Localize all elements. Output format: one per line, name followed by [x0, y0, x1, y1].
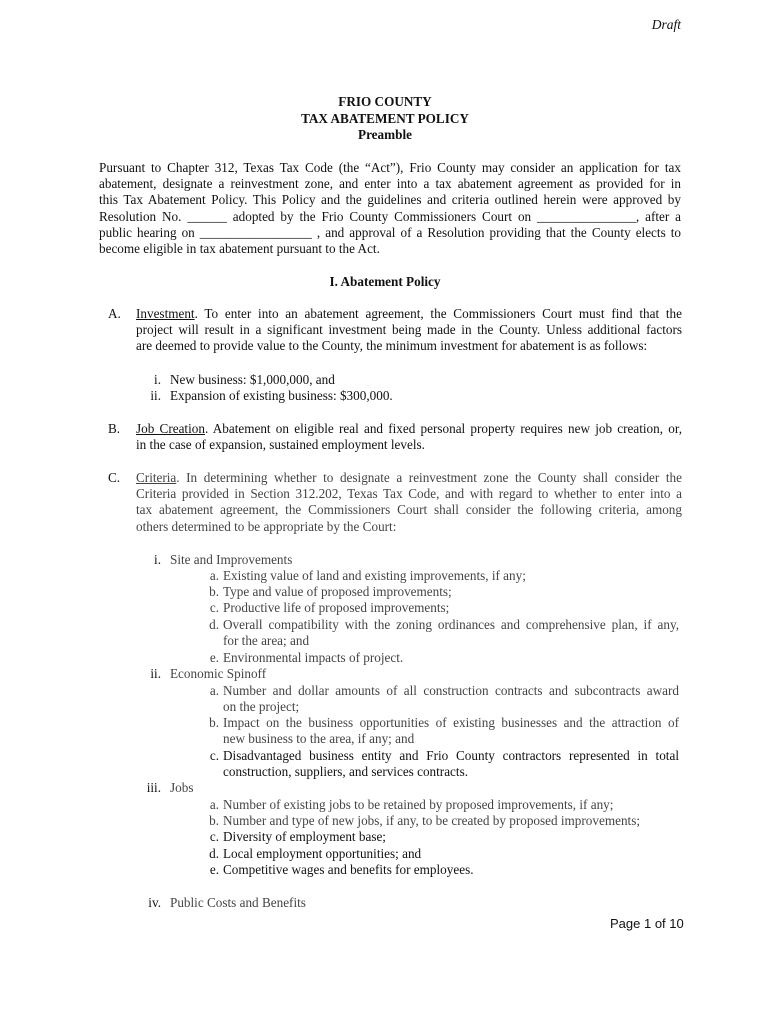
preamble-paragraph	[99, 160, 681, 257]
criteria-letter: e.	[209, 862, 219, 877]
criteria-text: Existing value of land and existing improvements, if any;	[223, 568, 526, 583]
item-line: others determined to be appropriate by the Court:	[136, 518, 397, 534]
title-preamble: Preamble	[358, 127, 412, 142]
item-line: project will result in a significant investment being made in the County. Unless additional factors	[136, 322, 682, 338]
item-line: . Abatement on eligible real and fixed personal property requires new job creation, or,	[204, 421, 682, 436]
subitem-text: New business: $1,000,000, and	[170, 372, 335, 387]
item-marker: A.	[108, 306, 121, 321]
item-marker: C.	[108, 470, 121, 485]
section-heading: I. Abatement Policy	[329, 274, 441, 289]
criteria-letter: d.	[209, 617, 219, 632]
criteria-text: Diversity of employment base;	[223, 829, 386, 844]
subitem-number: iv.	[148, 895, 161, 910]
criteria-text: Overall compatibility with the zoning ordinances and comprehensive plan, if any,	[223, 617, 679, 632]
subitem-number: i.	[154, 552, 161, 567]
criteria-letter: c.	[209, 748, 219, 763]
criteria-letter: b.	[209, 584, 219, 599]
document-title	[0, 94, 770, 144]
criteria-text: Environmental impacts of project.	[223, 650, 404, 665]
preamble-line: become eligible in tax abatement pursuant to the Act.	[99, 241, 380, 257]
preamble-line: this Tax Abatement Policy. This Policy and the guidelines and criteria outlined herein were approved by	[99, 192, 681, 208]
criteria-letter: a.	[209, 568, 219, 583]
item-title: Investment	[136, 306, 195, 321]
item-title: Job Creation	[136, 421, 205, 436]
criteria-letter: d.	[209, 846, 219, 861]
item-job-creation	[108, 421, 682, 453]
criteria-text: for the area; and	[223, 633, 310, 648]
subitem-text: Site and Improvements	[170, 552, 293, 567]
criteria-text: Disadvantaged business entity and Frio County contractors represented in total	[223, 748, 679, 763]
item-line: Criteria provided in Section 312.202, Texas Tax Code, and with regard to whether to enter into a	[136, 486, 682, 502]
title-policy: TAX ABATEMENT POLICY	[301, 110, 469, 126]
preamble-line: abatement, designate a reinvestment zone, and enter into a tax abatement agreement as provided for in	[99, 176, 681, 192]
subitem-number: ii.	[150, 666, 161, 681]
item-line: in the case of expansion, sustained employment levels.	[136, 437, 425, 453]
item-marker: B.	[108, 421, 121, 436]
subitem-text: Jobs	[170, 780, 194, 795]
item-line: . In determining whether to designate a reinvestment zone the County shall consider the	[176, 470, 682, 485]
criteria-letter: c.	[209, 600, 219, 615]
title-county: FRIO COUNTY	[338, 94, 432, 109]
subitem-text: Economic Spinoff	[170, 666, 267, 681]
item-line: tax abatement agreement, the Commissioners Court shall consider the following criteria, among	[136, 502, 682, 518]
subitem-text: Public Costs and Benefits	[170, 895, 306, 910]
preamble-line: public hearing on _________________ , and approval of a Resolution providing that the County elects to	[99, 224, 681, 240]
criteria-text: Number and type of new jobs, if any, to be created by proposed improvements;	[223, 813, 641, 828]
preamble-line: Resolution No. ______ adopted by the Frio County Commissioners Court on _______________, after a	[99, 208, 681, 224]
item-criteria	[108, 470, 682, 535]
draft-label: Draft	[651, 17, 681, 32]
criteria-letter: b.	[209, 813, 219, 828]
criteria-text: Number and dollar amounts of all construction contracts and subcontracts award	[223, 683, 679, 698]
criteria-letter: a.	[209, 683, 219, 698]
criteria-letter: b.	[209, 715, 219, 730]
criteria-text: construction, suppliers, and services contracts.	[223, 764, 468, 779]
page-number: Page 1 of 10	[610, 916, 684, 931]
preamble-line: Pursuant to Chapter 312, Texas Tax Code (the “Act”), Frio County may consider an application for tax	[99, 160, 681, 175]
criteria-text: Type and value of proposed improvements;	[223, 584, 452, 599]
criteria-text: Competitive wages and benefits for employees.	[223, 862, 474, 877]
subitem-text: Expansion of existing business: $300,000.	[170, 388, 393, 403]
subitem-number: i.	[154, 372, 161, 387]
criteria-text: Productive life of proposed improvements;	[223, 600, 450, 615]
criteria-letter: a.	[209, 797, 219, 812]
subitem-number: iii.	[146, 780, 161, 795]
item-line: . To enter into an abatement agreement, the Commissioners Court must find that the	[194, 306, 682, 321]
criteria-letter: e.	[209, 650, 219, 665]
criteria-text: on the project;	[223, 699, 300, 714]
item-line: are deemed to provide value to the County, the minimum investment for abatement is as follows:	[136, 338, 648, 354]
criteria-text: Number of existing jobs to be retained by proposed improvements, if any;	[223, 797, 614, 812]
item-title: Criteria	[136, 470, 177, 485]
criteria-letter: c.	[209, 829, 219, 844]
subitem-number: ii.	[150, 388, 161, 403]
criteria-text: Local employment opportunities; and	[223, 846, 422, 861]
criteria-text: Impact on the business opportunities of existing businesses and the attraction of	[223, 715, 679, 730]
criteria-text: new business to the area, if any; and	[223, 731, 415, 746]
item-investment	[108, 306, 682, 355]
